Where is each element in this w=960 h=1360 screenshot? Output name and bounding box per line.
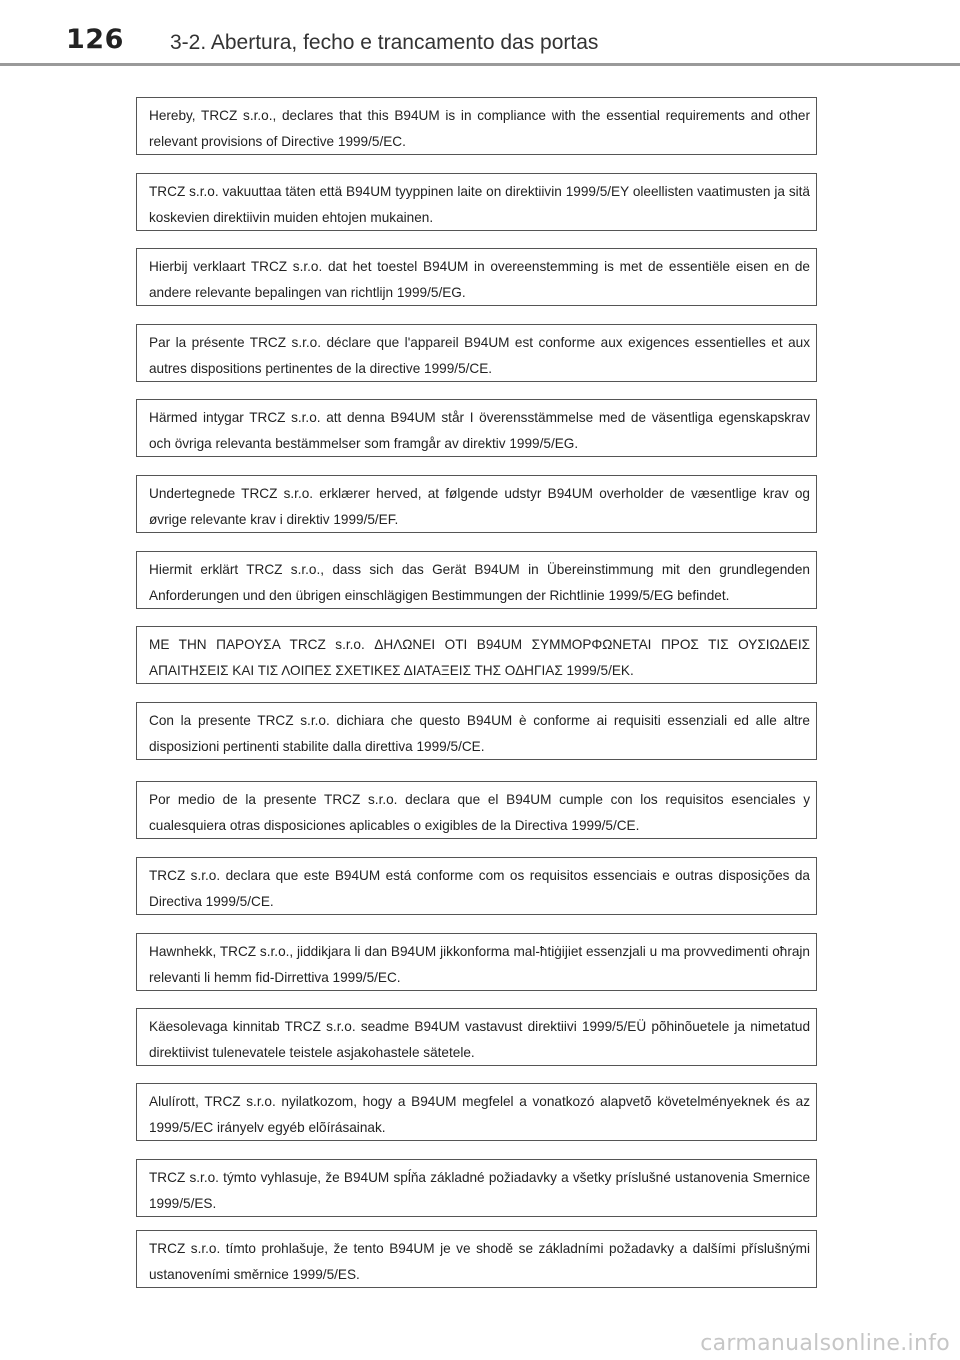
declaration-estonian: Käesolevaga kinnitab TRCZ s.r.o. seadme B94UM vastavust direktiivi 1999/5/EÜ põhinõuetele ja nimetatud direktiivist tulenevatele teistele asjakohastele sätetele.: [136, 1008, 817, 1066]
declaration-greek: ΜΕ ΤΗΝ ΠΑΡΟΥΣΑ TRCZ s.r.o. ΔΗΛΩΝΕΙ ΟΤΙ B94UM ΣΥΜΜΟΡΦΩΝΕΤΑΙ ΠΡΟΣ ΤΙΣ ΟΥΣΙΩΔΕΙΣ ΑΠΑΙΤΗΣΕΙΣ ΚΑΙ ΤΙΣ ΛΟΙΠΕΣ ΣΧΕΤΙΚΕΣ ΔΙΑΤΑΞΕΙΣ ΤΗΣ ΟΔΗΓΙΑΣ 1999/5/ΕΚ.: [136, 626, 817, 684]
section-title: 3-2. Abertura, fecho e trancamento das portas: [170, 31, 599, 54]
declaration-slovak: TRCZ s.r.o. týmto vyhlasuje, že B94UM spĺňa základné požiadavky a všetky príslušné ustanovenia Smernice 1999/5/ES.: [136, 1159, 817, 1217]
declaration-swedish: Härmed intygar TRCZ s.r.o. att denna B94UM står I överensstämmelse med de väsentliga egenskapskrav och övriga relevanta bestämmelser som framgår av direktiv 1999/5/EG.: [136, 399, 817, 457]
page-header: [0, 0, 960, 66]
declaration-danish: Undertegnede TRCZ s.r.o. erklærer herved, at følgende udstyr B94UM overholder de væsentlige krav og øvrige relevante krav i direktiv 1999/5/EF.: [136, 475, 817, 533]
footer-watermark: carmanualsonline.info: [700, 1331, 950, 1356]
page-number: 126: [66, 24, 124, 55]
declaration-german: Hiermit erklärt TRCZ s.r.o., dass sich das Gerät B94UM in Übereinstimmung mit den grundlegenden Anforderungen und den übrigen einschlägigen Bestimmungen der Richtlinie 1999/5/EG befindet.: [136, 551, 817, 609]
declaration-dutch: Hierbij verklaart TRCZ s.r.o. dat het toestel B94UM in overeenstemming is met de essentiële eisen en de andere relevante bepalingen van richtlijn 1999/5/EG.: [136, 248, 817, 306]
declaration-portuguese: TRCZ s.r.o. declara que este B94UM está conforme com os requisitos essenciais e outras disposições da Directiva 1999/5/CE.: [136, 857, 817, 915]
declaration-finnish: TRCZ s.r.o. vakuuttaa täten että B94UM tyyppinen laite on direktiivin 1999/5/EY oleellisten vaatimusten ja sitä koskevien direktiivin muiden ehtojen mukainen.: [136, 173, 817, 231]
declaration-english: Hereby, TRCZ s.r.o., declares that this B94UM is in compliance with the essential requirements and other relevant provisions of Directive 1999/5/EC.: [136, 97, 817, 155]
declaration-french: Par la présente TRCZ s.r.o. déclare que l'appareil B94UM est conforme aux exigences essentielles et aux autres dispositions pertinentes de la directive 1999/5/CE.: [136, 324, 817, 382]
declaration-hungarian: Alulírott, TRCZ s.r.o. nyilatkozom, hogy a B94UM megfelel a vonatkozó alapvetõ követelményeknek és az 1999/5/EC irányelv egyéb elõírásainak.: [136, 1083, 817, 1141]
declaration-czech: TRCZ s.r.o. tímto prohlašuje, že tento B94UM je ve shodě se základními požadavky a dalšími příslušnými ustanoveními směrnice 1999/5/ES.: [136, 1230, 817, 1288]
declaration-maltese: Hawnhekk, TRCZ s.r.o., jiddikjara li dan B94UM jikkonforma mal-ħtiġijiet essenzjali u ma provvedimenti oħrajn relevanti li hemm fid-Dirrettiva 1999/5/EC.: [136, 933, 817, 991]
declaration-spanish: Por medio de la presente TRCZ s.r.o. declara que el B94UM cumple con los requisitos esenciales y cualesquiera otras disposiciones aplicables o exigibles de la Directiva 1999/5/CE.: [136, 781, 817, 839]
declaration-italian: Con la presente TRCZ s.r.o. dichiara che questo B94UM è conforme ai requisiti essenziali ed alle altre disposizioni pertinenti stabilite dalla direttiva 1999/5/CE.: [136, 702, 817, 760]
header-divider: [0, 63, 960, 66]
